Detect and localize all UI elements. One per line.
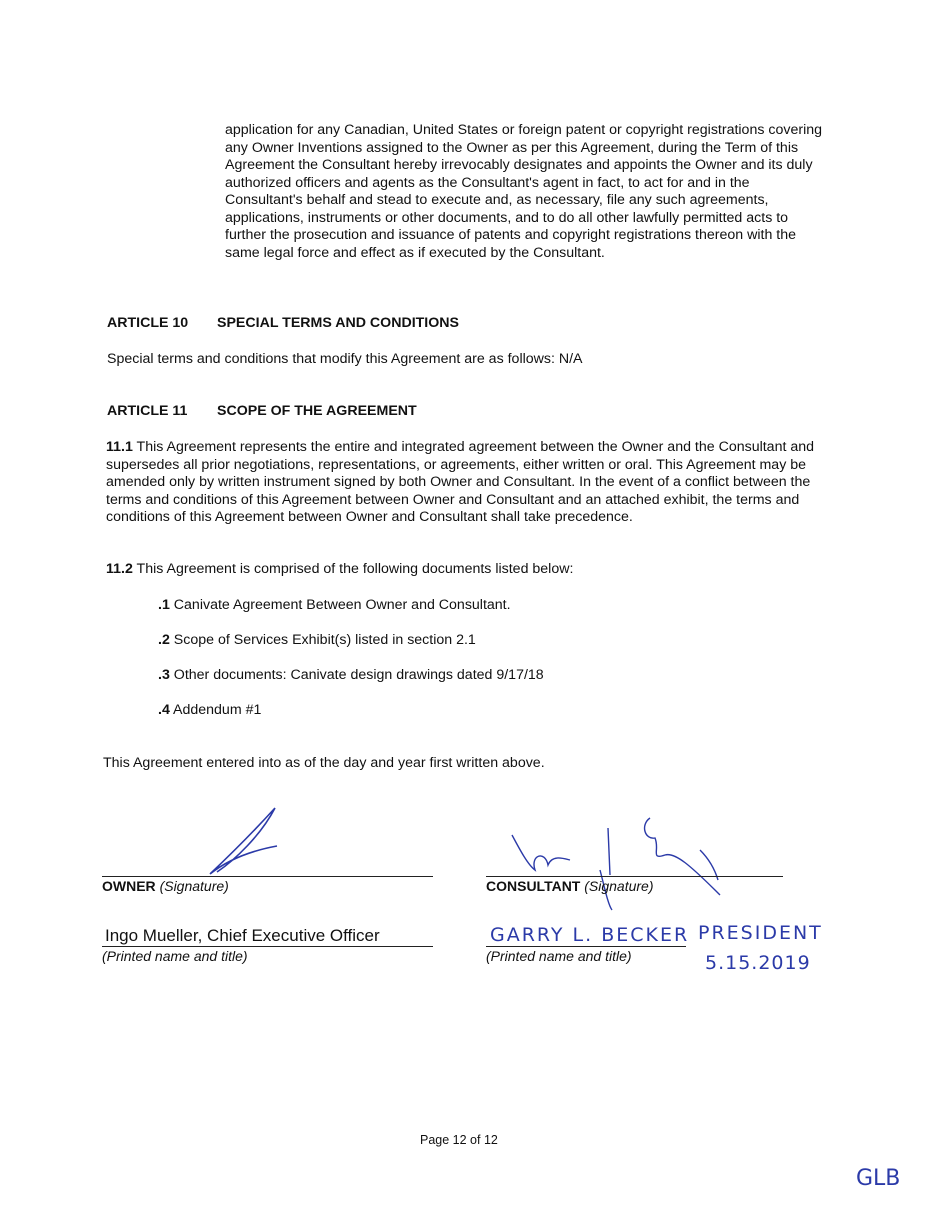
article-number: ARTICLE 10 (107, 315, 189, 331)
consultant-handwritten-name: GARRY L. BECKER (490, 924, 690, 946)
section-11-1 (106, 439, 828, 527)
printed-hint: (Printed name and title) (486, 948, 632, 964)
signature-hint: (Signature) (159, 878, 229, 894)
document-list-item (158, 597, 511, 613)
article-title: SCOPE OF THE AGREEMENT (217, 403, 417, 419)
role-label: CONSULTANT (486, 878, 581, 894)
article-title: SPECIAL TERMS AND CONDITIONS (217, 315, 459, 331)
consultant-handwritten-title: PRESIDENT (698, 922, 823, 944)
item-text: Addendum #1 (173, 702, 262, 718)
item-number: .3 (158, 667, 170, 683)
owner-signature-scribble (195, 800, 295, 880)
consultant-signature-line (486, 876, 783, 877)
consultant-signature-label (486, 878, 654, 894)
handwritten-date: 5.15.2019 (705, 952, 811, 974)
article-11-heading (107, 403, 417, 419)
article-10-heading (107, 315, 459, 331)
section-11-2 (106, 561, 828, 579)
item-number: .1 (158, 597, 170, 613)
article-10-text: Special terms and conditions that modify this Agreement are as follows: N/A (107, 351, 583, 367)
role-label: OWNER (102, 878, 156, 894)
handwritten-initials: GLB (856, 1166, 901, 1191)
section-number: 11.2 (106, 561, 133, 577)
document-list-item (158, 632, 476, 648)
page-number: Page 12 of 12 (420, 1133, 498, 1147)
item-number: .4 (158, 702, 170, 718)
consultant-name-line (486, 946, 686, 947)
printed-hint: (Printed name and title) (102, 948, 248, 964)
owner-name-line (102, 946, 433, 947)
owner-signature-line (102, 876, 433, 877)
item-text: Scope of Services Exhibit(s) listed in section 2.1 (173, 632, 476, 648)
item-text: Canivate Agreement Between Owner and Consultant. (173, 597, 511, 613)
article-number: ARTICLE 11 (107, 403, 188, 419)
document-list-item (158, 702, 261, 718)
owner-signature-label (102, 878, 229, 894)
item-number: .2 (158, 632, 170, 648)
owner-printed-label (102, 948, 248, 964)
consultant-printed-label (486, 948, 632, 964)
carryover-paragraph: application for any Canadian, United States or foreign patent or copyright registrations covering any Owner Inventions assigned to the Owner as per this Agreement, during the Term of this Agreement the Consultant hereby irrevocably designates and appoints the Owner and its duly authorized officers and agents as the Consultant's agent in fact, to act for and in the Consultant's behalf and stead to execute and, as necessary, file any such agreements, applications, instruments or other documents, and to do all other lawfully permitted acts to further the prosecution and issuance of patents and copyright registrations thereon with the same legal force and effect as if executed by the Consultant. (225, 122, 823, 261)
document-list-item (158, 667, 544, 683)
consultant-signature-scribble (500, 810, 740, 915)
section-text: This Agreement represents the entire and integrated agreement between the Owner and the Consultant and supersedes all prior negotiations, representations, or agreements, either written or oral. This Agreement may be amended only by written instrument signed by both Owner and Consultant. In the event of a conflict between the terms and conditions of this Agreement between Owner and Consultant and an attached exhibit, the terms and conditions of this Agreement between Owner and Consultant shall take precedence. (106, 439, 815, 525)
owner-printed-name: Ingo Mueller, Chief Executive Officer (105, 926, 380, 945)
section-text: This Agreement is comprised of the following documents listed below: (136, 561, 574, 577)
closing-statement: This Agreement entered into as of the day and year first written above. (103, 755, 545, 771)
item-text: Other documents: Canivate design drawings dated 9/17/18 (173, 667, 544, 683)
section-number: 11.1 (106, 439, 133, 455)
signature-hint: (Signature) (584, 878, 654, 894)
